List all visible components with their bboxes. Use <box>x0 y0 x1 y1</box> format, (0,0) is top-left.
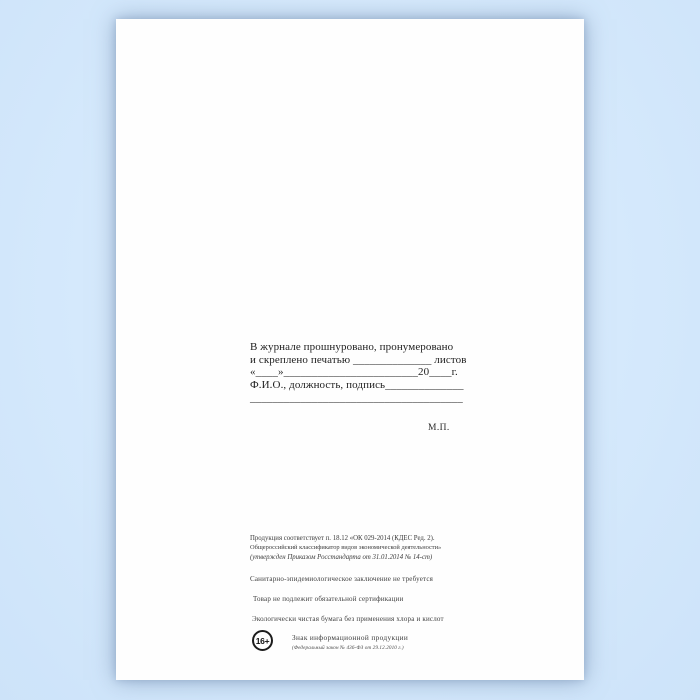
eco-paper-note: Экологически чистая бумага без применения хлора и кислот <box>252 615 444 623</box>
seal-placeholder: М.П. <box>428 423 450 433</box>
age-rating-caption <box>292 633 408 651</box>
age-rating-law-reference: (Федеральный закон № 436-ФЗ от 29.12.2010 г.) <box>292 644 404 651</box>
product-standard-note <box>250 534 441 562</box>
age-rating-title: Знак информационной продукции <box>292 633 409 642</box>
product-note-line-3: (утвержден Приказом Росстандарта от 31.01.2014 № 14-ст) <box>250 553 433 561</box>
sanitary-note: Санитарно-эпидемиологическое заключение не требуется <box>250 575 434 583</box>
cert-line-3: «____»________________________20____г. <box>250 366 458 379</box>
cert-signature-line: ______________________________________ <box>250 391 463 404</box>
age-rating-16-plus-icon: 16+ <box>252 630 273 651</box>
cert-line-2: и скреплено печатью ______________ листов <box>250 353 467 366</box>
product-note-line-1: Продукция соответствует п. 18.12 «ОК 029-2014 (КДЕС Ред. 2). <box>250 535 435 542</box>
journal-back-page <box>116 19 584 680</box>
certification-note: Товар не подлежит обязательной сертификации <box>253 595 404 603</box>
cert-line-1: В журнале прошнуровано, пронумеровано <box>250 341 454 353</box>
cert-line-4: Ф.И.О., должность, подпись______________ <box>250 378 464 391</box>
binding-certification-block <box>250 341 468 404</box>
product-note-line-2: Общероссийский классификатор видов экономической деятельности» <box>250 544 442 552</box>
